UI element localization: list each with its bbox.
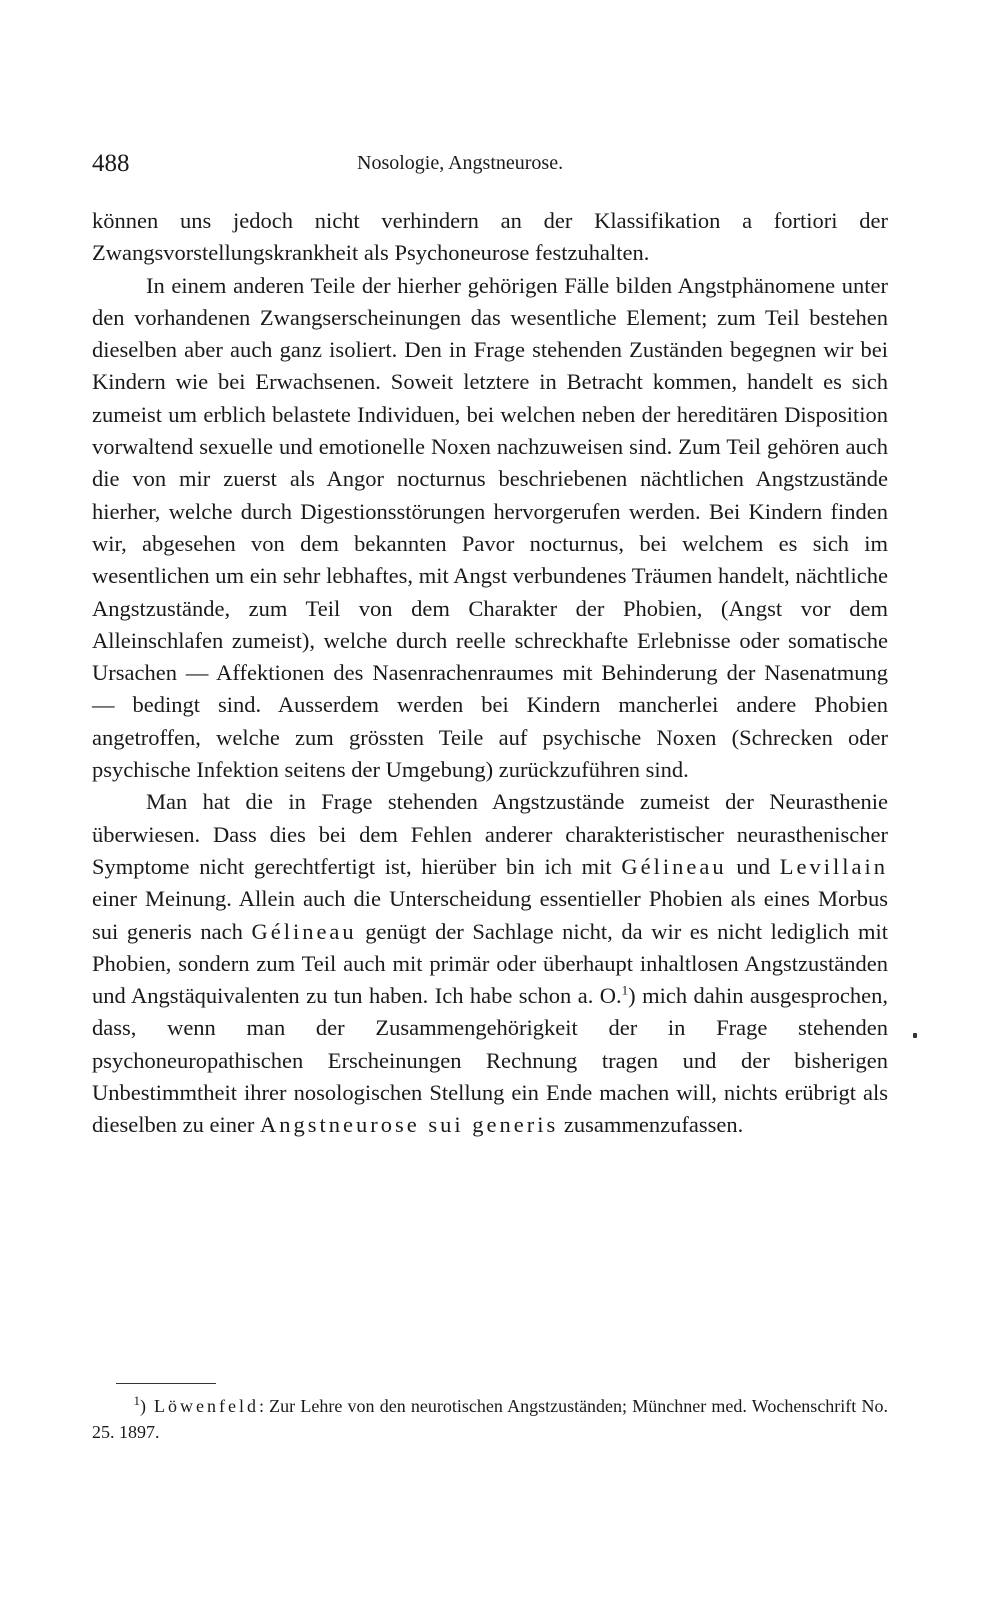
paragraph-3-text-e: ) mich dahin ausgesprochen, dass, wenn man der Zusammengehörigkeit der in Frage stehenden psychoneuropathischen Erscheinungen Rechnung tragen und der bisherigen Unbestimmtheit ihrer nosologischen Stellung ein Ende machen will, nichts erübrigt als dieselben zu einer [92,983,889,1138]
paragraph-1: können uns jedoch nicht verhindern an der Klassifikation a fortiori der Zwangsvorstellungskrankheit als Psychoneurose festzuhalten. [92,208,888,266]
page-header [92,150,888,190]
footnote-divider [116,1383,216,1384]
footnote [92,1393,888,1445]
paragraph-3-text-a: Man hat die in Frage stehenden Angstzustände zumeist der Neurasthenie überwiesen. Dass dies bei dem Fehlen anderer charakteristischer neurasthenischer Symptome nicht gerechtfertigt ist, hierüber bin ich mit [92,789,888,879]
footnote-number: 1 [133,1393,140,1408]
paragraph-3-text-f: zusammenzufassen. [558,1112,744,1138]
print-speck [913,1033,917,1038]
author-name-levillain: Levillain [779,853,888,879]
body-text [92,205,888,1142]
paragraph-3-text-b: und [726,853,780,879]
footnote-reference: 1 [621,982,629,998]
footnote-text: : Zur Lehre von den neurotischen Angstzuständen; Münchner med. Wochenschrift No. 25. 1897. [92,1396,888,1442]
page-number: 488 [92,150,130,177]
footnote-marker: $^1$) [133,1393,146,1416]
author-name-gelineau: Gélineau [621,853,727,879]
paragraph-3 [92,786,888,1141]
footnote-author: Löwenfeld [154,1396,259,1416]
author-name-gelineau-2: Gélineau [251,918,357,944]
paragraph-3-text-d: genügt der Sachlage nicht, da wir es nicht lediglich mit Phobien, sondern zum Teil auch mit primär oder überhaupt inhaltlosen Angstzuständen und Angstäquivalenten zu tun haben. Ich habe schon a. O. [92,918,888,1009]
paragraph-3-text-c: einer Meinung. Allein auch die Unterscheidung essentieller Phobien als eines Morbus sui generis nach [92,886,888,944]
paragraph-2: In einem anderen Teile der hierher gehörigen Fälle bilden Angstphänomene unter den vorhandenen Zwangserscheinungen das wesentliche Element; zum Teil bestehen dieselben aber auch ganz isoliert. Den in Frage stehenden Zuständen begegnen wir bei Kindern wie bei Erwachsenen. Soweit letztere in Betracht kommen, handelt es sich zumeist um erblich belastete Individuen, bei welchen neben der hereditären Disposition vorwaltend sexuelle und emotionelle Noxen nachzuweisen sind. Zum Teil gehören auch die von mir zuerst als Angor nocturnus beschriebenen nächtlichen Angstzustände hierher, welche durch Digestionsstörungen hervorgerufen werden. Bei Kindern finden wir, abgesehen von dem bekannten Pavor nocturnus, bei welchem es sich im wesentlichen um ein sehr lebhaftes, mit Angst verbundenes Träumen handelt, nächtliche Angstzustände, zum Teil von dem Charakter der Phobien, (Angst vor dem Alleinschlafen zumeist), welche durch reelle schreckhafte Erlebnisse oder somatische Ursachen — Affektionen des Nasenrachenraumes mit Behinderung der Nasenatmung — bedingt sind. Ausserdem werden bei Kindern mancherlei andere Phobien angetroffen, welche zum grössten Teile auf psychische Noxen (Schrecken oder psychische Infektion seitens der Umgebung) zurückzuführen sind. [92,272,888,783]
running-head: Nosologie, Angstneurose. [357,152,564,174]
emphasized-term: Angstneurose sui generis [260,1112,559,1138]
